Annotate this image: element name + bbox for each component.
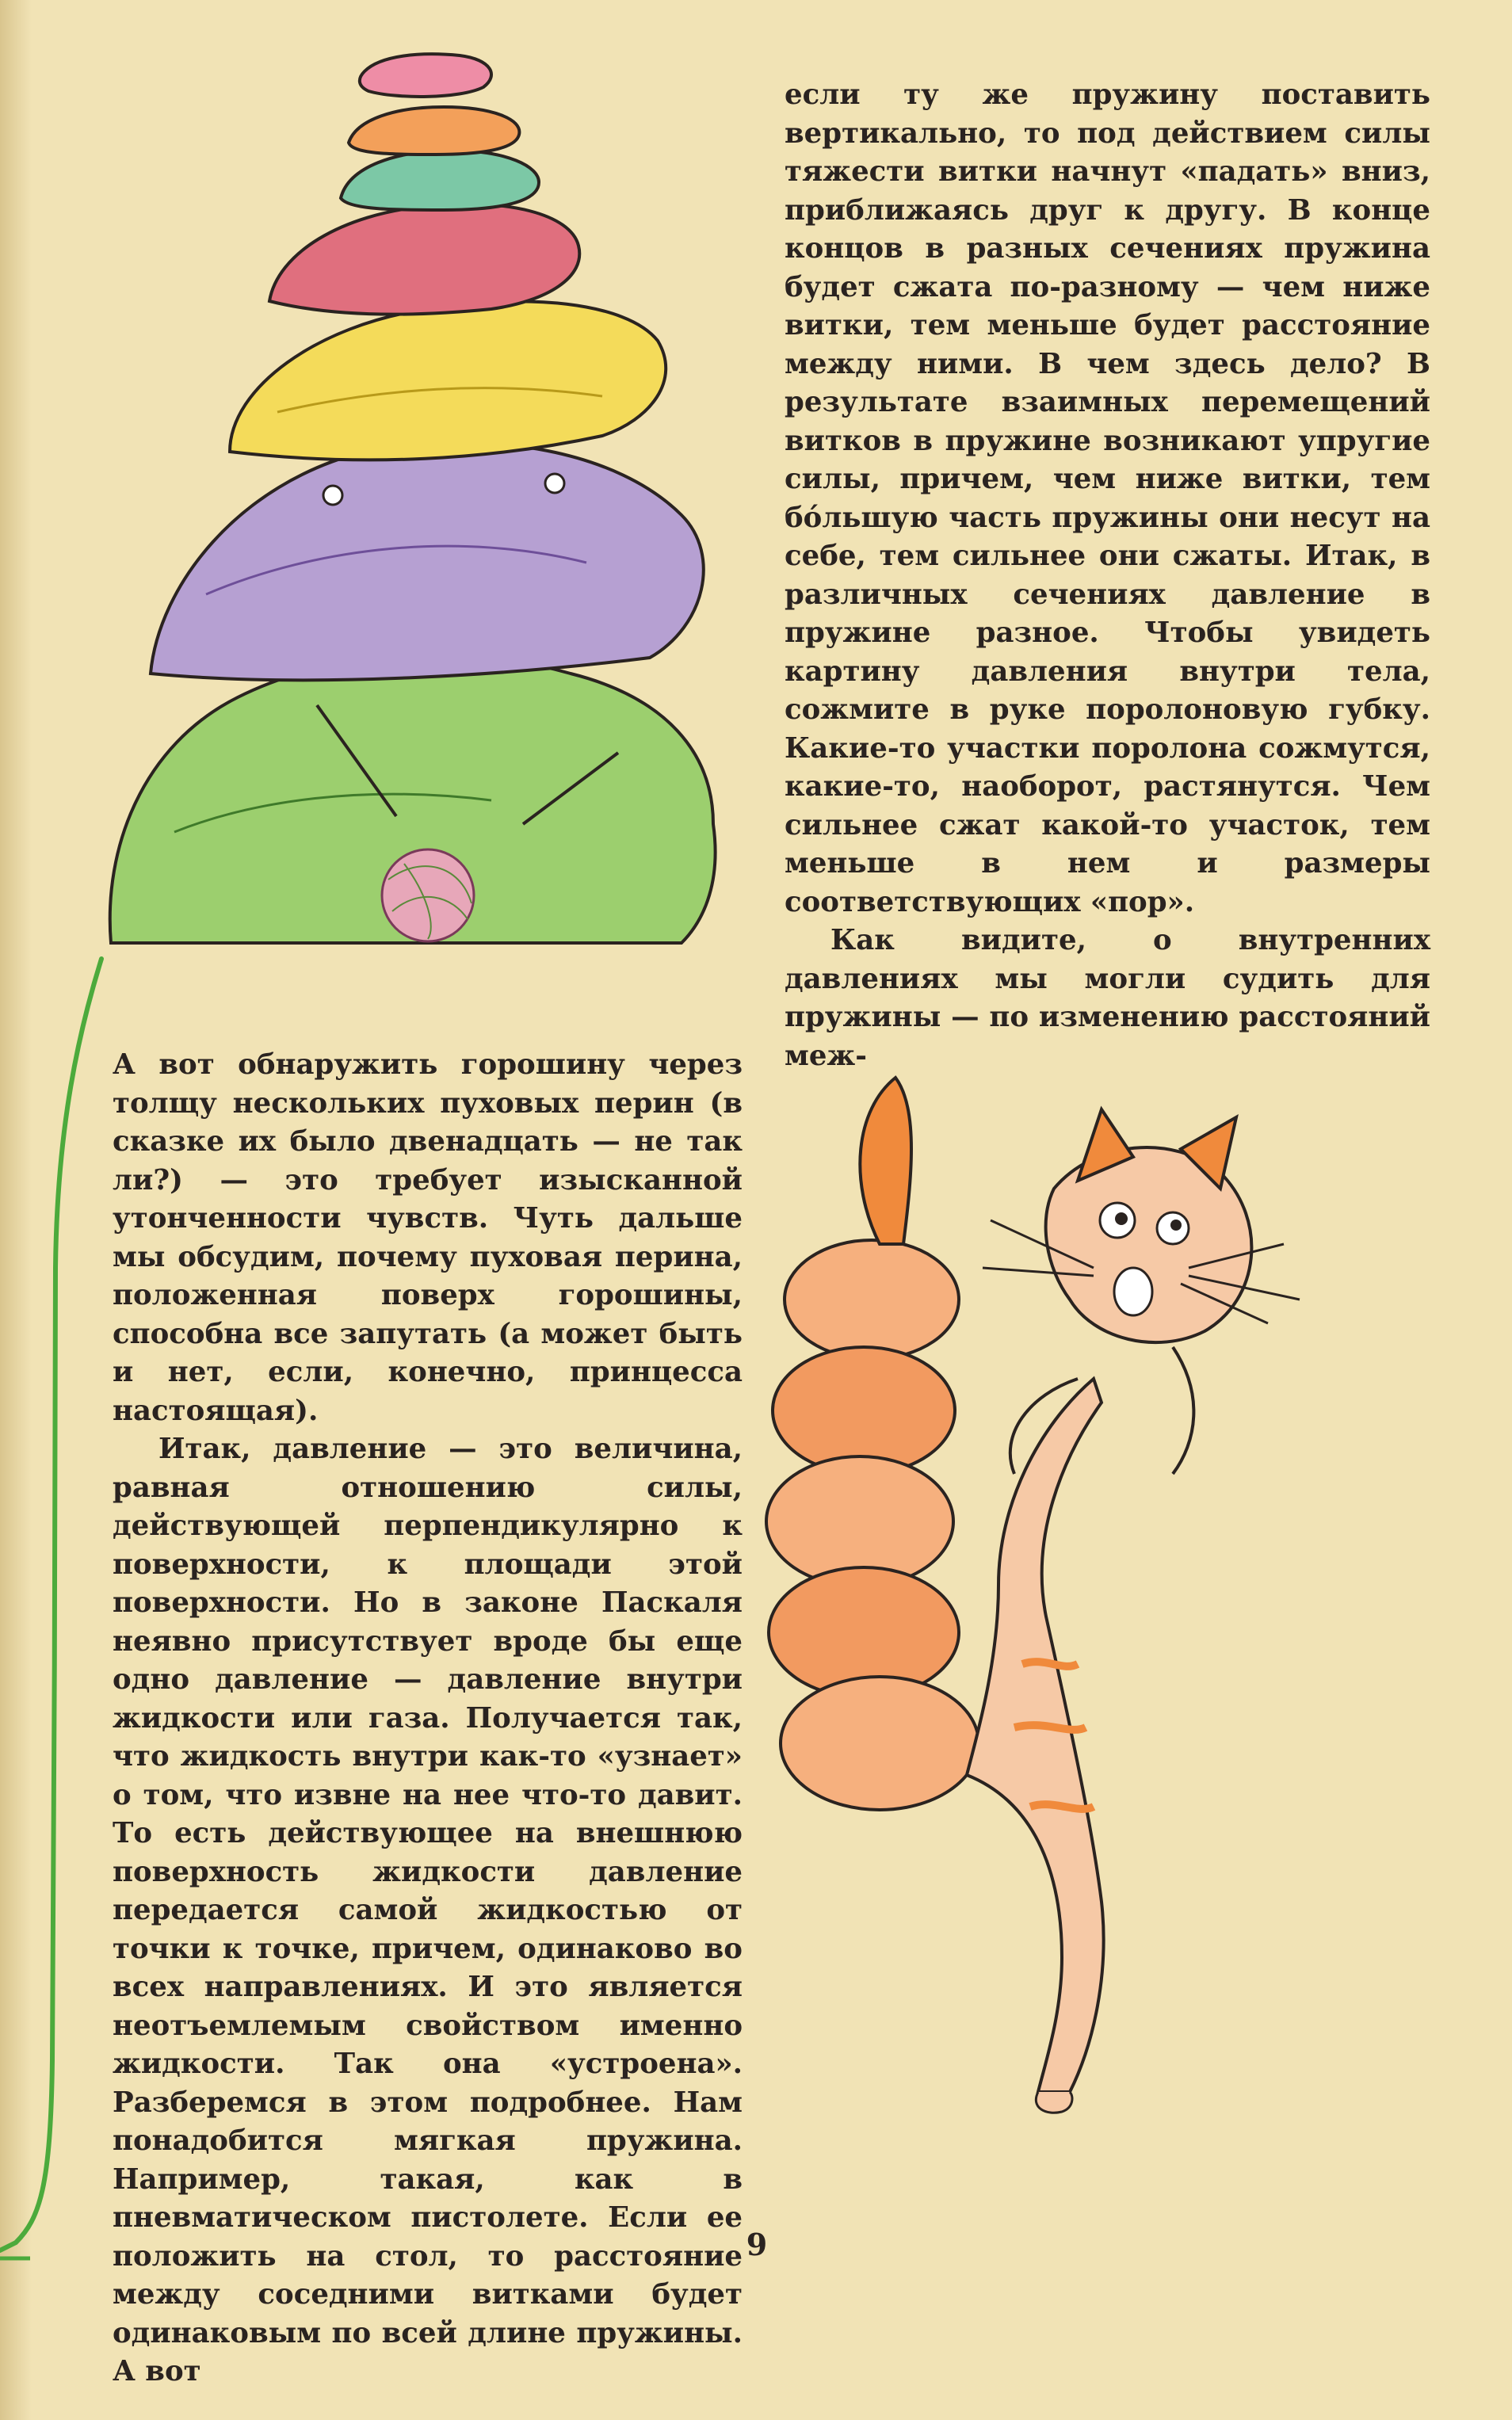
pillow-stack-illustration	[79, 40, 777, 967]
body-paragraph: А вот обнаружить горошину через толщу нескольких пуховых перин (в сказке их было двенадцать — не так ли?) — это требует изысканной утонченности чувств. Чуть дальше мы обсудим, почему пуховая перина, положенная поверх горошины, способна все запутать (а может быть и нет, если, конечно, принцесса настоящая).	[113, 1048, 743, 1427]
right-column-text	[785, 76, 1430, 1075]
left-column-text	[113, 1046, 743, 2391]
body-paragraph: если ту же пружину поставить вертикально, то под действием силы тяжести витки начнут «падать» вниз, приближаясь друг к другу. В конце концов в разных сечениях пружина будет сжата по-разному — чем ниже витки, тем меньше будет расстояние между ними. В чем здесь дело? В результате взаимных перемещений витков в пружине возникают упругие силы, причем, чем ниже витки, тем бо́льшую часть пружины они несут на себе, тем сильнее они сжаты. Итак, в различных сечениях давление в пружине разное. Чтобы увидеть картину давления внутри тела, сожмите в руке поролоновую губку. Какие-то участки поролона сожмутся, какие-то, наоборот, растянутся. Чем сильнее сжат какой-то участок, тем меньше в нем и размеры соответствующих «пор».	[785, 78, 1430, 918]
spring-cat-illustration	[761, 1062, 1490, 2116]
yarn-ball-icon	[382, 849, 474, 941]
body-paragraph: Как видите, о внутренних давлениях мы могли судить для пружины — по изменению расстояний меж-	[785, 924, 1430, 1072]
body-paragraph: Итак, давление — это величина, равная отношению силы, действующей перпендикулярно к поверхности, к площади этой поверхности. Но в законе Паскаля неявно присутствует вроде бы еще одно давление — давление внутри жидкости или газа. Получается так, что жидкость внутри как-то «узнает» о том, что извне на нее что-то давит. То есть действующее на внешнюю поверхность жидкости давление передается самой жидкостью от точки к точке, причем, одинаково во всех направлениях. И это является неотъемлемым свойством именно жидкости. Так она «устроена». Разберемся в этом подробнее. Нам понадобится мягкая пружина. Например, такая, как в пневматическом пистолете. Если ее положить на стол, то расстояние между соседними витками будет одинаковым по всей длине пружины. А вот	[113, 1433, 743, 2388]
page-number: 9	[746, 2227, 768, 2262]
